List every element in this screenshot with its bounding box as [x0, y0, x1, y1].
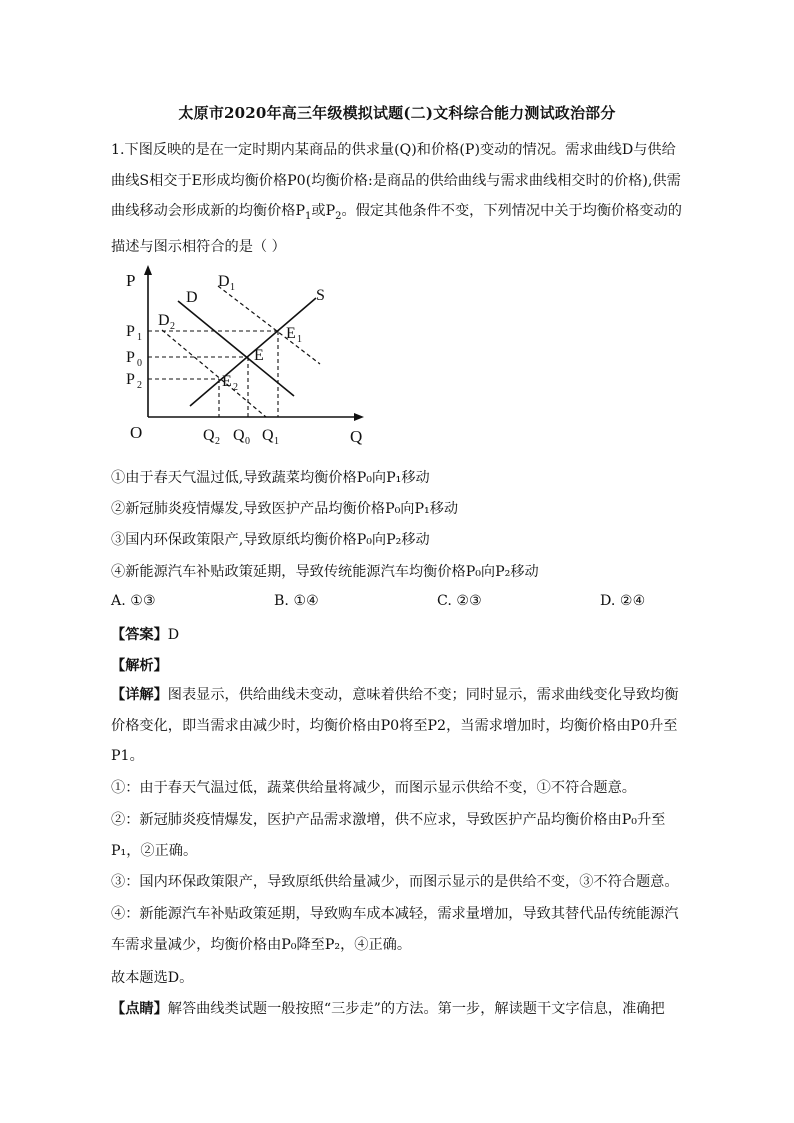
label-origin: O: [130, 423, 143, 442]
analysis-point-1: ①：由于春天气温过低，蔬菜供给量将减少，而图示显示供给不变，①不符合题意。: [111, 780, 636, 796]
label-q1: Q: [262, 427, 274, 444]
label-s: S: [316, 287, 325, 304]
detail-paragraph: [111, 680, 686, 772]
question-stem-text-1: 下图反映的是在一定时期内某商品的供求量(Q)和价格(P)变动的情况。需求曲线D与供给曲线S相交于E形成均衡价格P0(均衡价格:是商品的供给曲线与需求曲线相交时的价格),供需曲线移动会形成新的均衡价格P: [111, 142, 681, 219]
tip-paragraph: [111, 998, 691, 1018]
label-q0-sub: 0: [245, 436, 250, 447]
question-stem-or: 或P: [311, 203, 336, 219]
supply-demand-graph: [118, 262, 368, 452]
label-p1-sub: 1: [137, 332, 142, 343]
label-q-axis: Q: [350, 427, 363, 446]
q-axis-arrow: [354, 413, 364, 421]
question-stem: [111, 135, 686, 263]
statement-4: ④新能源汽车补贴政策延期，导致传统能源汽车均衡价格P₀向P₂移动: [111, 564, 539, 580]
supply-curve-s: [190, 298, 316, 406]
subscript-1: 1: [305, 210, 312, 222]
label-q1-sub: 1: [274, 436, 279, 447]
label-d1-sub: 1: [230, 282, 235, 293]
label-p0: P: [126, 349, 135, 366]
analysis-point-3: ③：国内环保政策限产，导致原纸供给量减少，而图示显示的是供给不变，③不符合题意。: [111, 874, 679, 890]
statement-3: ③国内环保政策限产,导致原纸均衡价格P₀向P₂移动: [111, 532, 430, 548]
demand-curve-d1: [218, 286, 320, 364]
answer-line: [111, 624, 691, 644]
question-number: 1.: [111, 142, 125, 158]
label-q2-sub: 2: [215, 436, 220, 447]
choice-c: C. ②③: [437, 593, 482, 609]
label-d2-sub: 2: [170, 321, 175, 332]
label-d1: D: [218, 273, 230, 290]
subscript-2: 2: [335, 210, 342, 222]
label-p-axis: P: [126, 271, 136, 290]
detail-text: 图表显示，供给曲线未变动，意味着供给不变；同时显示，需求曲线变化导致均衡价格变化，即当需求由减少时，均衡价格由P0将至P2，当需求增加时，均衡价格由P0升至P1。: [111, 687, 679, 764]
label-d2: D: [158, 312, 170, 329]
label-e: E: [254, 347, 264, 364]
label-e2-sub: 2: [233, 382, 238, 393]
label-p2: P: [126, 371, 135, 388]
label-p1: P: [126, 323, 135, 340]
analysis-label: 【解析】: [111, 658, 168, 674]
conclusion: 故本题选D。: [111, 970, 194, 986]
demand-curve-d2: [162, 330, 266, 417]
label-d: D: [186, 289, 198, 306]
label-p2-sub: 2: [137, 380, 142, 391]
choice-b: B. ①④: [274, 593, 319, 609]
answer-value: D: [167, 627, 180, 643]
statement-2: ②新冠肺炎疫情爆发,导致医护产品均衡价格P₀向P₁移动: [111, 501, 459, 517]
label-e1: E: [286, 325, 296, 342]
question-stem-text-2: 。假定其他条件不变，下列情况中关于均衡价格变动的描述与图示相符合的是（ ）: [111, 203, 682, 256]
analysis-point-2: ②：新冠肺炎疫情爆发，医护产品需求激增，供不应求，导致医护产品均衡价格由P₀升至P₁，②正确。: [111, 812, 666, 859]
p-axis-arrow: [144, 265, 152, 275]
label-p0-sub: 0: [137, 358, 142, 369]
label-e1-sub: 1: [297, 334, 302, 345]
answer-label: 【答案】: [111, 627, 168, 643]
statement-1: ①由于春天气温过低,导致蔬菜均衡价格P₀向P₁移动: [111, 470, 430, 486]
choice-d: D. ②④: [600, 593, 646, 609]
label-e2: E: [222, 373, 232, 390]
document-title: 太原市2020年高三年级模拟试题(二)文科综合能力测试政治部分: [178, 104, 616, 122]
tip-text: 解答曲线类试题一般按照“三步走”的方法。第一步，解读题干文字信息，准确把: [167, 1001, 665, 1017]
tip-label: 【点睛】: [111, 1001, 168, 1017]
choice-a: A. ①③: [111, 593, 156, 609]
label-q0: Q: [233, 427, 245, 444]
analysis-point-4: ④：新能源汽车补贴政策延期，导致购车成本减轻，需求量增加，导致其替代品传统能源汽车需求量减少，均衡价格由P₀降至P₂，④正确。: [111, 906, 679, 953]
detail-label: 【详解】: [111, 687, 168, 703]
label-q2: Q: [203, 427, 215, 444]
